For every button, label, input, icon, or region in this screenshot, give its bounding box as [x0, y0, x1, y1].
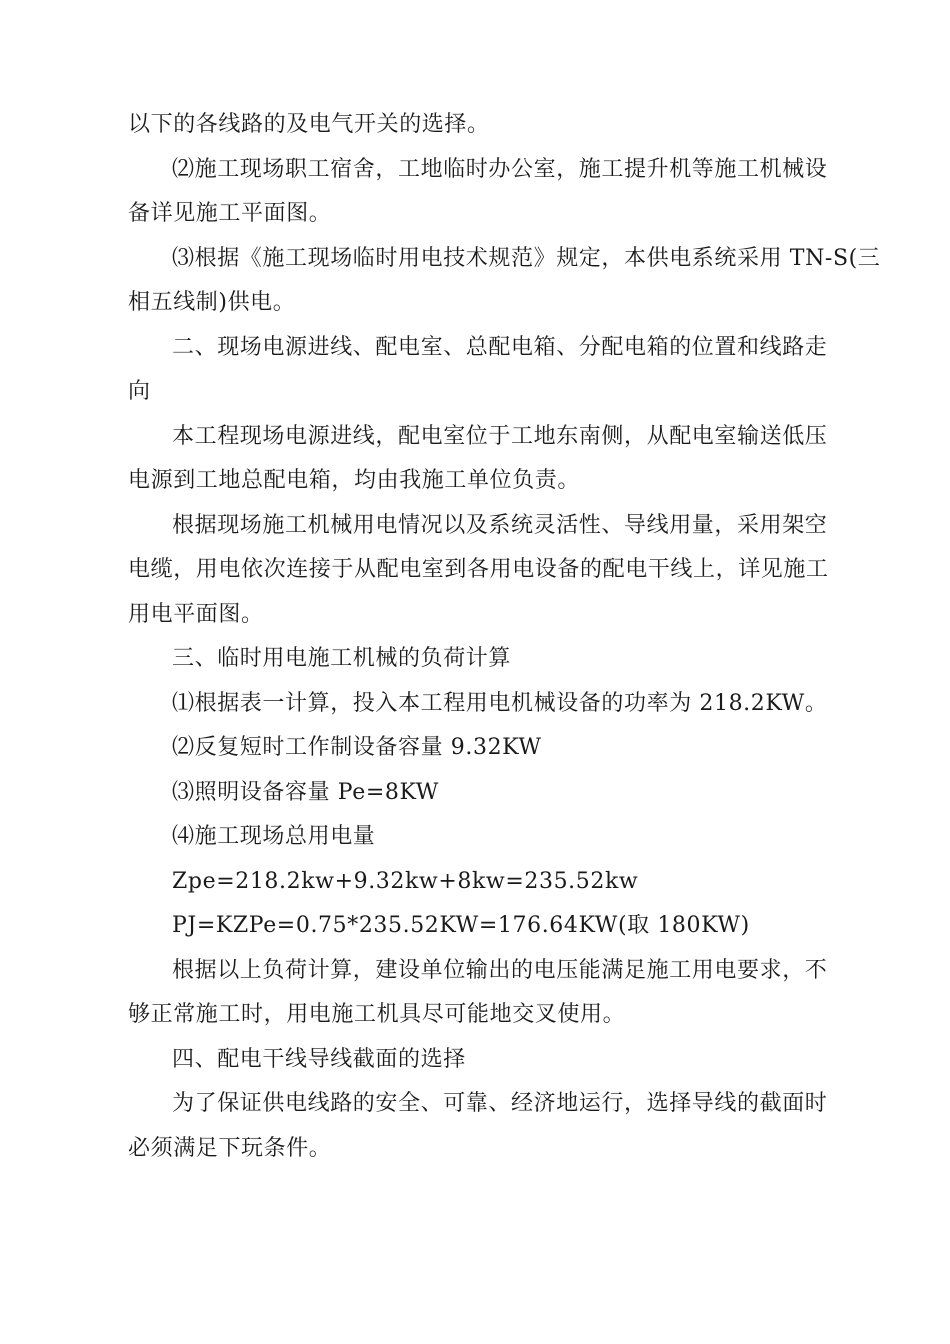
paragraph-line: 备详见施工平面图。	[128, 201, 332, 226]
section-heading: 向	[128, 379, 151, 404]
paragraph-line: ⑴根据表一计算，投入本工程用电机械设备的功率为 218.2KW。	[172, 691, 828, 716]
paragraph-line: 本工程现场电源进线，配电室位于工地东南侧，从配电室输送低压	[172, 424, 828, 449]
paragraph-line: 根据现场施工机械用电情况以及系统灵活性、导线用量，采用架空	[172, 513, 828, 538]
section-heading: 二、现场电源进线、配电室、总配电箱、分配电箱的位置和线路走	[172, 335, 828, 360]
paragraph-line: 根据以上负荷计算，建设单位输出的电压能满足施工用电要求，不	[172, 958, 828, 983]
paragraph-line: ⑵反复短时工作制设备容量 9.32KW	[172, 735, 542, 760]
paragraph-line: 电缆，用电依次连接于从配电室到各用电设备的配电干线上，详见施工	[128, 557, 829, 582]
section-heading: 四、配电干线导线截面的选择	[172, 1047, 466, 1072]
paragraph-line: 相五线制)供电。	[128, 290, 296, 315]
paragraph-line: 用电平面图。	[128, 602, 264, 627]
paragraph-line: 必须满足下玩条件。	[128, 1136, 332, 1161]
section-heading: 三、临时用电施工机械的负荷计算	[172, 646, 512, 671]
paragraph-line: ⑷施工现场总用电量	[172, 824, 376, 849]
paragraph-line: 够正常施工时，用电施工机具尽可能地交叉使用。	[128, 1002, 626, 1027]
formula-line: PJ=KZPe=0.75*235.52KW=176.64KW(取 180KW)	[172, 913, 750, 938]
paragraph-line: ⑶照明设备容量 Pe=8KW	[172, 780, 439, 805]
formula-line: Zpe=218.2kw+9.32kw+8kw=235.52kw	[172, 869, 639, 894]
paragraph-line: 为了保证供电线路的安全、可靠、经济地运行，选择导线的截面时	[172, 1091, 828, 1116]
paragraph-line: ⑶根据《施工现场临时用电技术规范》规定，本供电系统采用 TN-S(三	[172, 246, 881, 271]
paragraph-line: 以下的各线路的及电气开关的选择。	[128, 112, 490, 137]
paragraph-line: ⑵施工现场职工宿舍，工地临时办公室，施工提升机等施工机械设	[172, 157, 828, 182]
paragraph-line: 电源到工地总配电箱，均由我施工单位负责。	[128, 468, 581, 493]
